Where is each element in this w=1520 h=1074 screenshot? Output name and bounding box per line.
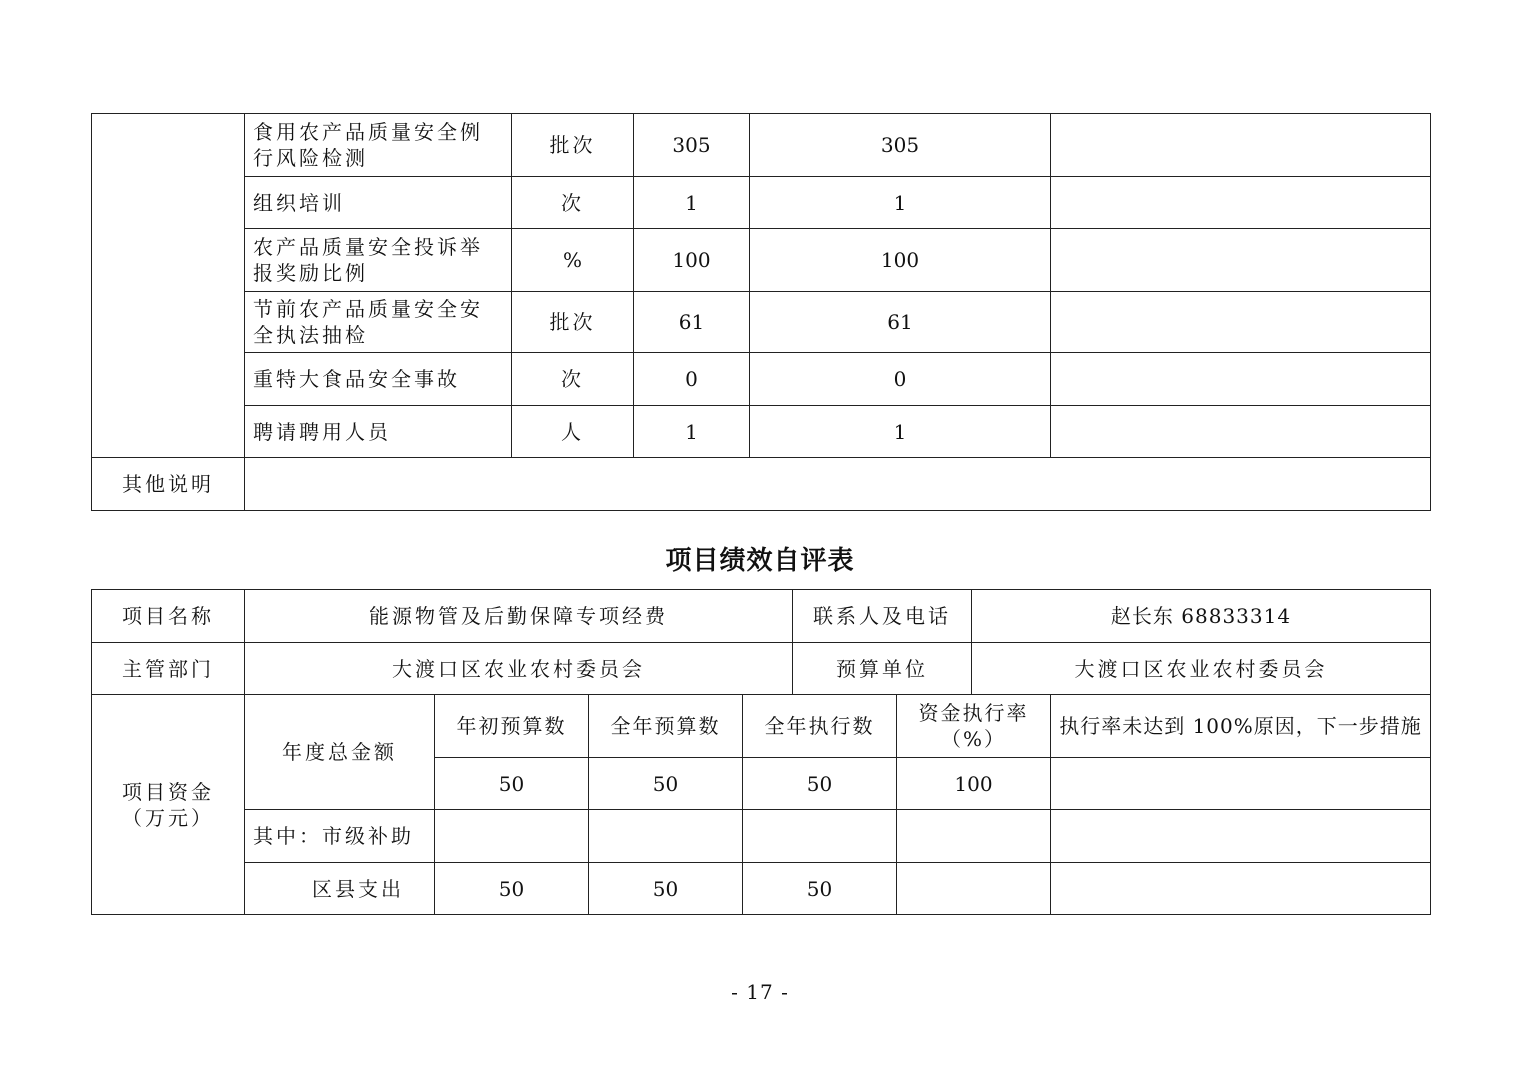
indicator-actual: 305 [750,114,1051,177]
annual-total-header: 年度总金额 [245,695,435,810]
indicator-target: 1 [634,177,750,229]
indicator-actual: 61 [750,292,1051,353]
budget-unit-label: 预算单位 [793,643,972,695]
indicator-name: 食用农产品质量安全例行风险检测 [245,114,512,177]
total-full-year-execution: 50 [743,758,897,810]
indicator-name: 重特大食品安全事故 [245,353,512,406]
contact-value: 赵长东 68833314 [972,590,1431,643]
city-initial-budget [435,810,589,863]
district-execution-rate [897,863,1051,915]
city-execution-rate [897,810,1051,863]
indicator-category-cell [92,114,245,458]
city-subsidy-label: 其中：市级补助 [245,810,435,863]
table-row [92,590,1431,643]
page-number: - 17 - [731,980,789,1004]
city-reason [1051,810,1431,863]
budget-unit-value: 大渡口区农业农村委员会 [972,643,1431,695]
indicator-actual: 0 [750,353,1051,406]
indicator-note [1051,114,1431,177]
execution-rate-header [897,695,1051,758]
indicator-target: 61 [634,292,750,353]
table-row [92,863,1431,915]
table-row [92,695,1431,758]
full-year-budget-header: 全年预算数 [589,695,743,758]
project-eval-table [91,589,1431,915]
indicator-note [1051,229,1431,292]
city-full-year-budget [589,810,743,863]
indicator-note [1051,177,1431,229]
indicator-name: 组织培训 [245,177,512,229]
section-title: 项目绩效自评表 [665,546,855,576]
indicator-name: 聘请聘用人员 [245,406,512,458]
indicator-note [1051,292,1431,353]
total-reason [1051,758,1431,810]
execution-rate-header-line2: （%） [940,727,1006,751]
total-execution-rate: 100 [897,758,1051,810]
dept-value: 大渡口区农业农村委员会 [245,643,793,695]
table-row [92,114,1431,177]
indicator-note [1051,406,1431,458]
indicator-table [91,113,1431,511]
full-year-execution-header: 全年执行数 [743,695,897,758]
indicator-target: 305 [634,114,750,177]
indicator-actual: 1 [750,406,1051,458]
indicator-unit: 人 [512,406,634,458]
other-notes-value [245,458,1431,511]
indicator-note [1051,353,1431,406]
table-row [92,406,1431,458]
reason-header: 执行率未达到 100%原因，下一步措施 [1051,695,1431,758]
project-name-label: 项目名称 [92,590,245,643]
table-row [92,177,1431,229]
dept-label: 主管部门 [92,643,245,695]
city-full-year-execution [743,810,897,863]
indicator-target: 0 [634,353,750,406]
table-row [92,229,1431,292]
initial-budget-header: 年初预算数 [435,695,589,758]
contact-label: 联系人及电话 [793,590,972,643]
table-row [92,458,1431,511]
funds-label-line2: （万元） [122,805,214,830]
indicator-unit: 次 [512,177,634,229]
district-label: 区县支出 [245,863,435,915]
district-full-year-budget: 50 [589,863,743,915]
table-row [92,353,1431,406]
project-name-value: 能源物管及后勤保障专项经费 [245,590,793,643]
other-notes-label: 其他说明 [92,458,245,511]
indicator-name: 农产品质量安全投诉举报奖励比例 [245,229,512,292]
indicator-unit: 批次 [512,292,634,353]
indicator-unit: 批次 [512,114,634,177]
indicator-target: 1 [634,406,750,458]
table-row [92,643,1431,695]
funds-label [92,695,245,915]
funds-label-line1: 项目资金 [122,779,214,804]
total-full-year-budget: 50 [589,758,743,810]
indicator-target: 100 [634,229,750,292]
indicator-actual: 1 [750,177,1051,229]
table-row [92,810,1431,863]
indicator-unit: 次 [512,353,634,406]
district-full-year-execution: 50 [743,863,897,915]
district-reason [1051,863,1431,915]
indicator-actual: 100 [750,229,1051,292]
total-initial-budget: 50 [435,758,589,810]
table-row [92,292,1431,353]
indicator-name: 节前农产品质量安全安全执法抽检 [245,292,512,353]
execution-rate-header-line1: 资金执行率 [918,701,1029,725]
indicator-unit: % [512,229,634,292]
district-initial-budget: 50 [435,863,589,915]
